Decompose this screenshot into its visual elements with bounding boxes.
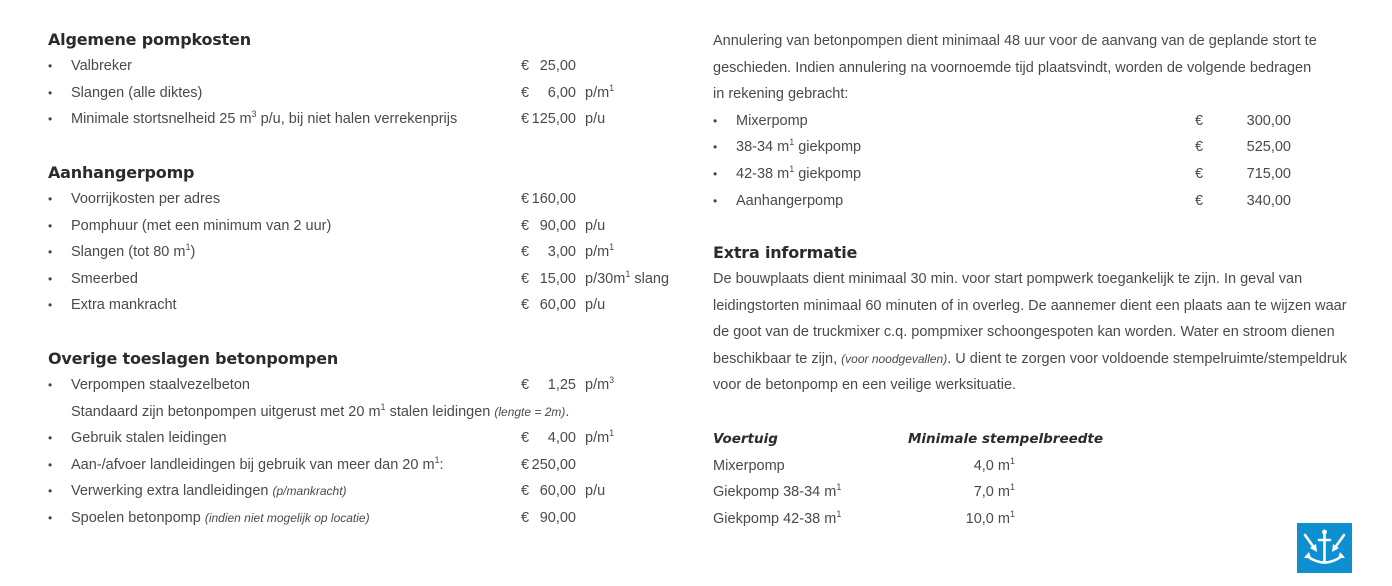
unit: $p/m^1$	[585, 242, 615, 261]
price-row	[48, 452, 698, 479]
unit: p/u	[585, 483, 606, 500]
currency: €	[1195, 139, 1204, 156]
currency: €	[521, 270, 530, 287]
price-row	[48, 372, 698, 399]
unit: p/u	[585, 217, 606, 234]
cancellation-row	[713, 134, 1353, 161]
currency: €	[521, 244, 530, 261]
amount: 300,00	[1246, 112, 1291, 129]
currency: €	[521, 297, 530, 314]
bullet-icon: •	[48, 218, 53, 233]
currency: €	[521, 430, 530, 447]
item-label: Voorrijkosten per adres	[71, 191, 221, 207]
bullet-icon: •	[48, 271, 53, 286]
item-label: Gebruik stalen leidingen	[71, 430, 227, 447]
bullet-icon: •	[48, 484, 53, 499]
vehicle-cell: Giekpomp 38-34 $m^1$	[713, 482, 842, 501]
info-line: De bouwplaats dient minimaal 30 min. voor start pompwerk toegankelijk te zijn. In geval van	[713, 271, 1303, 287]
bullet-icon: •	[48, 298, 53, 313]
section-general-pump-costs	[48, 27, 698, 133]
header-vehicle: Voertuig	[713, 431, 778, 447]
item-label: Valbreker	[71, 58, 132, 74]
currency: €	[521, 84, 530, 101]
outrigger-width-table	[713, 426, 1133, 532]
currency: €	[521, 509, 530, 526]
price-row	[48, 186, 698, 213]
anchor-arrows-icon	[1297, 523, 1352, 573]
currency: €	[521, 483, 530, 500]
currency: €	[521, 377, 530, 393]
amount: 3,00	[547, 244, 576, 261]
unit: $p/30m^1$ slang	[585, 268, 670, 287]
price-row	[48, 213, 698, 240]
price-row	[48, 106, 698, 133]
bullet-icon: •	[48, 510, 53, 525]
table-row	[713, 506, 1133, 533]
amount: 525,00	[1246, 139, 1291, 156]
cancellation-line: Annulering van betonpompen dient minimaal 48 uur voor de aanvang van de geplande stort te	[713, 33, 1317, 49]
cancellation-line: in rekening gebracht:	[713, 86, 849, 103]
info-line: de goot van de truckmixer c.q. pompmixer schoongespoten kan worden. Water en stroom dienen	[713, 324, 1335, 341]
amount: 160,00	[531, 191, 576, 207]
section-trailer-pump	[48, 160, 698, 319]
item-label: Verpompen staalvezelbeton	[71, 377, 250, 393]
bullet-icon: •	[713, 166, 718, 181]
price-row	[48, 53, 698, 80]
item-label: Slangen (alle diktes)	[71, 84, 203, 101]
currency: €	[521, 111, 530, 128]
cancellation-row	[713, 188, 1353, 215]
price-row	[48, 266, 698, 293]
price-row	[48, 292, 698, 319]
currency: €	[1195, 165, 1204, 182]
note-text: Standaard zijn betonpompen uitgerust met 20 $m^1$ stalen leidingen (lengte = 2m).	[71, 401, 570, 420]
width-cell: 4,0 $m^1$	[973, 455, 1015, 474]
width-cell: 7,0 $m^1$	[973, 482, 1015, 501]
amount: 715,00	[1246, 165, 1291, 182]
header-min-width: Minimale stempelbreedte	[908, 431, 1104, 447]
note-line	[48, 399, 698, 426]
item-label: Aan-/afvoer landleidingen bij gebruik van meer dan 20 $m^1$:	[71, 454, 444, 473]
cancellation-row	[713, 161, 1353, 188]
amount: 25,00	[539, 58, 576, 74]
bullet-icon: •	[48, 192, 53, 206]
unit: $p/m^1$	[585, 428, 615, 447]
currency: €	[521, 191, 530, 207]
price-row	[48, 425, 698, 452]
price-row	[48, 239, 698, 266]
company-logo	[1297, 523, 1352, 573]
item-label: Verwerking extra landleidingen (p/mankracht)	[71, 483, 347, 500]
item-label: 42-38 $m^1$ giekpomp	[736, 163, 862, 182]
amount: 15,00	[539, 270, 576, 287]
amount: 90,00	[539, 217, 576, 234]
item-label: 38-34 $m^1$ giekpomp	[736, 137, 862, 156]
info-line: beschikbaar te zijn, (voor noodgevallen). U dient te zorgen voor voldoende stempelruimte/stempeldruk	[713, 350, 1347, 367]
width-cell: 10,0 $m^1$	[965, 508, 1015, 527]
bullet-icon: •	[48, 112, 53, 127]
amount: 1,25	[547, 377, 576, 393]
section-title: Algemene pompkosten	[48, 30, 251, 49]
item-label: Smeerbed	[71, 270, 138, 287]
item-label: Slangen (tot 80 $m^1$)	[71, 242, 196, 261]
unit: p/u	[585, 297, 606, 314]
item-label: Spoelen betonpomp (indien niet mogelijk op locatie)	[71, 509, 370, 526]
bullet-icon: •	[48, 245, 53, 260]
table-header	[713, 426, 1133, 453]
amount: 90,00	[539, 509, 576, 526]
vehicle-cell: Mixerpomp	[713, 457, 785, 474]
cancellation-line: geschieden. Indien annulering na voornoemde tijd plaatsvindt, worden de volgende bedragen	[713, 59, 1312, 76]
bullet-icon: •	[713, 140, 718, 155]
amount: 125,00	[531, 111, 576, 128]
currency: €	[1195, 112, 1204, 129]
vehicle-cell: Giekpomp 42-38 $m^1$	[713, 508, 842, 527]
item-label: Aanhangerpomp	[736, 192, 844, 209]
section-title: Aanhangerpomp	[48, 163, 195, 182]
amount: 250,00	[531, 456, 576, 473]
cancellation-section	[713, 28, 1353, 214]
bullet-icon: •	[48, 85, 53, 100]
bullet-icon: •	[48, 457, 53, 472]
unit: $p/m^3$	[585, 375, 615, 393]
unit: p/u	[585, 111, 606, 128]
item-label: Minimale stortsnelheid 25 $m^3$ p/u, bij niet halen verrekenprijs	[71, 109, 458, 128]
amount: 4,00	[547, 430, 576, 447]
price-row	[48, 478, 698, 505]
amount: 60,00	[539, 483, 576, 500]
bullet-icon: •	[48, 59, 53, 73]
currency: €	[1195, 192, 1204, 209]
bullet-icon: •	[713, 193, 718, 208]
currency: €	[521, 58, 530, 74]
price-row	[48, 80, 698, 107]
info-line: voor de betonpomp en een veilige werksituatie.	[713, 377, 1017, 394]
currency: €	[521, 217, 530, 234]
price-row	[48, 505, 698, 532]
item-label: Pomphuur (met een minimum van 2 uur)	[71, 217, 332, 234]
unit: $p/m^1$	[585, 82, 615, 101]
item-label: Extra mankracht	[71, 297, 177, 314]
amount: 340,00	[1246, 192, 1291, 209]
section-other-surcharges	[48, 346, 698, 532]
extra-info-section	[713, 240, 1373, 399]
amount: 60,00	[539, 297, 576, 314]
item-label: Mixerpomp	[736, 112, 808, 129]
cancellation-row	[713, 108, 1353, 135]
amount: 6,00	[547, 84, 576, 101]
bullet-icon: •	[48, 431, 53, 446]
bullet-icon: •	[713, 113, 718, 128]
info-line: leidingstorten minimaal 60 minuten of in overleg. De aannemer dient een plaats aan te wijzen waar	[713, 297, 1347, 314]
section-title: Extra informatie	[713, 243, 858, 262]
bullet-icon: •	[48, 378, 53, 392]
currency: €	[521, 456, 530, 473]
section-title: Overige toeslagen betonpompen	[48, 349, 339, 368]
table-row	[713, 453, 1133, 480]
table-row	[713, 479, 1133, 506]
